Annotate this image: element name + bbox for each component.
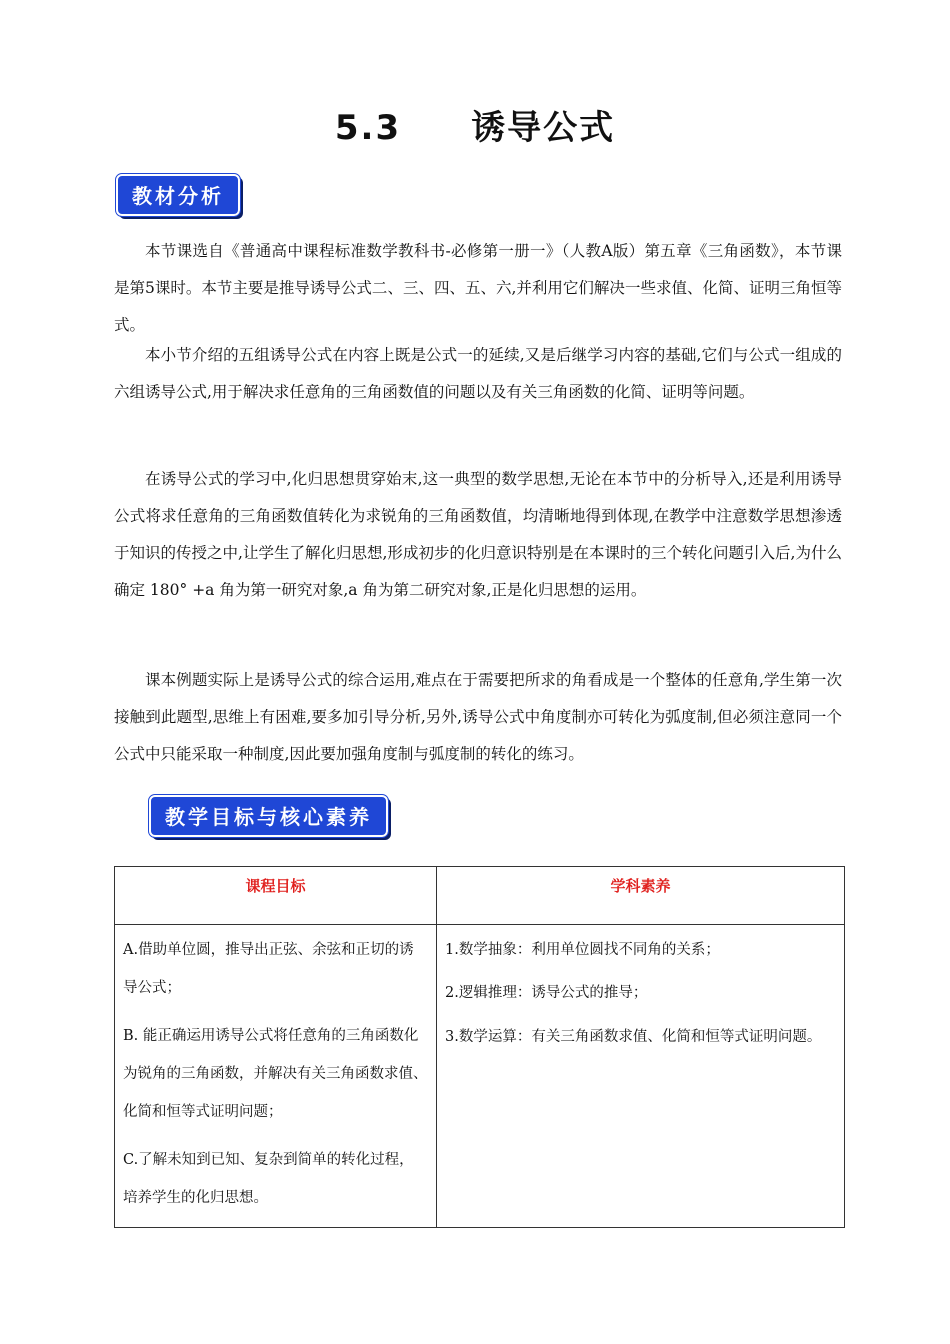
table-header-row xyxy=(115,867,845,925)
header-core-literacy: 学科素养 xyxy=(437,867,845,925)
course-goal-c: C.了解未知到已知、复杂到简单的转化过程，培养学生的化归思想。 xyxy=(123,1152,414,1206)
goals-heading: 教学目标与核心素养 xyxy=(149,795,388,837)
header-course-goals: 课程目标 xyxy=(115,867,437,925)
literacy-item-2: 2.逻辑推理：诱导公式的推导； xyxy=(445,985,648,1001)
literacy-item-1: 1.数学抽象：利用单位圆找不同角的关系； xyxy=(445,942,720,958)
paragraph-1: 本节课选自《普通高中课程标准数学教科书-必修第一册一》（人教A版）第五章《三角函数》，本节课是第5课时。本节主要是推导诱导公式二、三、四、五、六,并利用它们解决一些求值、化简、证明三角恒等式。 xyxy=(114,242,842,334)
course-goals-cell xyxy=(115,925,437,1228)
literacy-item-3: 3.数学运算：有关三角函数求值、化简和恒等式证明问题。 xyxy=(445,1029,822,1045)
paragraph-3: 在诱导公式的学习中,化归思想贯穿始末,这一典型的数学思想,无论在本节中的分析导入,还是利用诱导公式将求任意角的三角函数值转化为求锐角的三角函数值，均清晰地得到体现,在教学中注意数学思想渗透于知识的传授之中,让学生了解化归思想,形成初步的化归意识特别是在本课时的三个转化问题引入后,为什么确定 180° +a 角为第一研究对象,a 角为第二研究对象,正是化归思想的运用。 xyxy=(114,470,842,599)
course-goal-b: B. 能正确运用诱导公式将任意角的三角函数化为锐角的三角函数，并解决有关三角函数求值、化简和恒等式证明问题； xyxy=(123,1028,428,1120)
analysis-heading: 教材分析 xyxy=(116,174,240,216)
core-literacy-cell xyxy=(437,925,845,1228)
paragraph-4: 课本例题实际上是诱导公式的综合运用,难点在于需要把所求的角看成是一个整体的任意角,学生第一次接触到此题型,思维上有困难,要多加引导分析,另外,诱导公式中角度制亦可转化为弧度制,但必须注意同一个公式中只能采取一种制度,因此要加强角度制与弧度制的转化的练习。 xyxy=(114,671,842,763)
section-number: 5.3 xyxy=(334,108,402,148)
section-title: 诱导公式 xyxy=(471,108,616,148)
course-goal-a: A.借助单位圆，推导出正弦、余弦和正切的诱导公式； xyxy=(123,942,414,996)
table-row xyxy=(115,925,845,1228)
page-title xyxy=(0,100,950,149)
goals-table xyxy=(114,866,845,1228)
paragraph-2: 本小节介绍的五组诱导公式在内容上既是公式一的延续,又是后继学习内容的基础,它们与公式一组成的六组诱导公式,用于解决求任意角的三角函数值的问题以及有关三角函数的化简、证明等问题。 xyxy=(114,346,842,401)
